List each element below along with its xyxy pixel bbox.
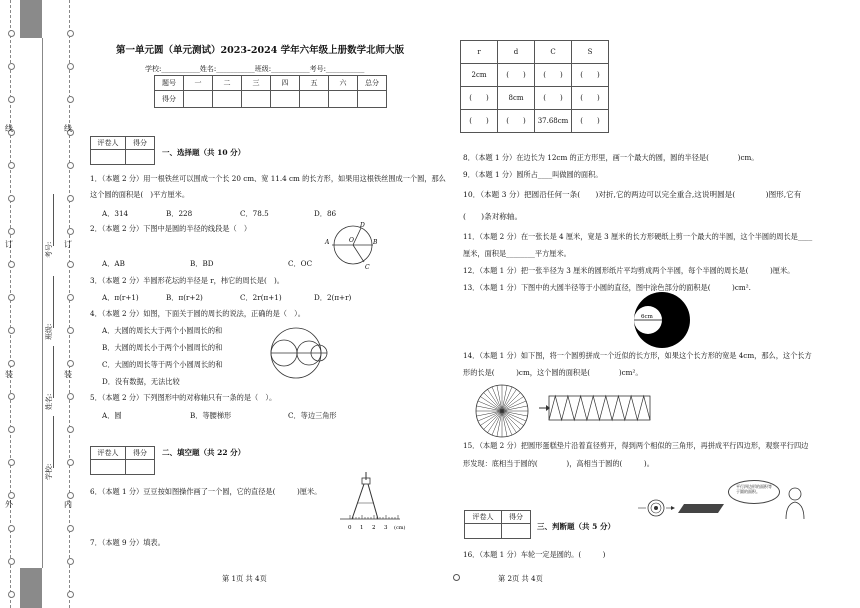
q12-stem: 12．（本题 1 分）把一张半径为 3 厘米的圆形纸片平均剪成两个半圆，每个半圆的周长是( )厘米。 xyxy=(463,266,795,275)
binding-hole-marker xyxy=(8,294,15,301)
q14-line2: 形的长是( )cm，这个圆的面积是( )cm²。 xyxy=(463,368,643,377)
binding-strip-word: 装 xyxy=(5,370,13,379)
fill-table-header: C xyxy=(535,41,572,64)
fill-table-cell: ( ) xyxy=(498,110,535,133)
binding-hole-marker xyxy=(67,30,74,37)
q11-line2: 厘米，面积是________平方厘米。 xyxy=(463,249,571,258)
binding-hole-marker xyxy=(67,525,74,532)
score-header-cell: 四 xyxy=(271,76,300,91)
grader-box-1 xyxy=(90,136,155,165)
binding-hole-marker xyxy=(8,459,15,466)
q3-option-a: A．π(r+1) xyxy=(102,293,139,302)
binding-field-line xyxy=(53,276,54,328)
score-row2-label: 得分 xyxy=(155,91,184,108)
binding-strip xyxy=(0,0,78,608)
q2-label-c: C xyxy=(365,264,370,271)
q14-sector-circle xyxy=(462,383,542,439)
binding-hole-marker xyxy=(8,30,15,37)
fill-table-cell: ( ) xyxy=(535,64,572,87)
q4-option-b: B．大圆的周长小于两个小圆周长的和 xyxy=(102,343,223,352)
page-title: 第一单元圆（单元测试）2023-2024 学年六年级上册数学北师大版 xyxy=(116,45,405,56)
binding-hole-marker xyxy=(67,162,74,169)
binding-hole-marker xyxy=(67,591,74,598)
q4-option-d: D．没有数据，无法比较 xyxy=(102,377,180,386)
grader-score: 得分 xyxy=(502,511,531,524)
fill-table-cell: 8cm xyxy=(498,87,535,110)
binding-strip-word: 外 xyxy=(5,500,13,509)
binding-hole-marker xyxy=(8,96,15,103)
q10-line2: ( )条对称轴。 xyxy=(463,212,523,221)
q4-option-c: C．大圆的周长等于两个小圆周长的和 xyxy=(102,360,223,369)
fill-table-cell: 2cm xyxy=(461,64,498,87)
q3-option-d: D．2(π+r) xyxy=(314,293,352,302)
page-center-circle xyxy=(453,574,460,581)
binding-hole-marker xyxy=(67,228,74,235)
sector-line xyxy=(502,411,520,429)
score-header-cell: 二 xyxy=(213,76,242,91)
binding-hole-marker xyxy=(8,63,15,70)
binding-hole-marker xyxy=(8,195,15,202)
q7-stem: 7．（本题 9 分）填表。 xyxy=(90,538,165,547)
footer-left: 第 1页 共 4页 xyxy=(222,574,267,583)
footer-right: 第 2页 共 4页 xyxy=(498,574,543,583)
binding-hole-marker xyxy=(8,228,15,235)
q14-zigzag-rectangle xyxy=(548,394,652,422)
grader-reviewer: 评卷人 xyxy=(91,137,126,150)
section-2-title: 二、填空题（共 22 分） xyxy=(162,448,246,457)
q2-label-o: O xyxy=(349,237,354,244)
binding-hole-marker xyxy=(67,327,74,334)
q5-option-b: B．等腰梯形 xyxy=(190,411,232,420)
q4-circles-figure xyxy=(268,325,330,381)
binding-strip-word: 线 xyxy=(64,124,72,133)
q2-option-c: C．OC xyxy=(288,259,313,268)
strip-solid-line xyxy=(42,38,43,568)
binding-hole-marker xyxy=(8,360,15,367)
binding-field-label: 学校: xyxy=(45,463,53,480)
binding-strip-word: 订 xyxy=(5,240,13,249)
sector-line xyxy=(484,393,502,411)
score-header-cell: 六 xyxy=(329,76,358,91)
score-header-cell: 题号 xyxy=(155,76,184,91)
q15-bubble-text: 平行四边形的面积等于圆的面积。 xyxy=(736,484,772,494)
binding-strip-word: 装 xyxy=(64,370,72,379)
binding-hole-marker xyxy=(8,492,15,499)
fill-table-cell: ( ) xyxy=(572,87,609,110)
section-3-title: 三、判断题（共 5 分） xyxy=(537,522,615,531)
fill-table-header: S xyxy=(572,41,609,64)
q16-stem: 16．（本题 1 分）车轮一定是圆的。( ) xyxy=(463,550,606,559)
strip-dashed-inner xyxy=(69,0,70,608)
fill-table-cell: ( ) xyxy=(535,87,572,110)
q10-line1: 10．（本题 3 分）把圆沿任何一条( )对折,它的两边可以完全重合,这说明圆是( )图形,它有 xyxy=(463,190,802,199)
q3-stem: 3．（本题 2 分）半圆形花坛的半径是 r，㭏它的周长是( )。 xyxy=(90,276,284,285)
q2-stem: 2．（本题 2 分）下图中是圆的半径的线段是（ ） xyxy=(90,224,252,233)
q15-line2: 形发现：底相当于圆的( )，高相当于圆的( )。 xyxy=(463,459,654,468)
binding-hole-marker xyxy=(8,426,15,433)
fill-table-cell: ( ) xyxy=(498,64,535,87)
binding-hole-marker xyxy=(67,96,74,103)
q1-line2: 这个圆的面积是( )平方厘米。 xyxy=(90,190,190,199)
score-header-cell: 三 xyxy=(242,76,271,91)
binding-hole-marker xyxy=(67,459,74,466)
q1-option-a: A．314 xyxy=(102,209,129,218)
binding-strip-word: 内 xyxy=(64,500,72,509)
grader-reviewer: 评卷人 xyxy=(465,511,502,524)
q15-person-icon xyxy=(782,486,808,520)
binding-hole-marker xyxy=(67,558,74,565)
q14-line1: 14．（本题 1 分）如下图，将一个圆剪拼成一个近似的长方形，如果这个长方形的宽是 4cm，那么，这个长方 xyxy=(463,351,812,360)
binding-hole-marker xyxy=(67,360,74,367)
fill-table-header: r xyxy=(461,41,498,64)
binding-field-line xyxy=(53,346,54,398)
q4-stem: 4．（本题 2 分）如图，下面关于圆的周长的说法，正确的是（ ）。 xyxy=(90,309,305,318)
ruler-1: 1 xyxy=(360,525,364,531)
q1-line1: 1．（本题 2 分）用一根铁丝可以围成一个长 20 cm、宽 11.4 cm 的长方形，如果用这根铁丝围成一个圆，那么 xyxy=(90,174,446,183)
q1-option-d: D．86 xyxy=(314,209,337,218)
info-line: 学校:___________姓名:___________班级:___________考号:___________ xyxy=(145,65,365,73)
binding-hole-marker xyxy=(8,261,15,268)
q13-circle-figure xyxy=(632,291,692,349)
ruler-2: 2 xyxy=(372,525,376,531)
q15-line1: 15．（本题 2 分）把圆形蛋糕垫片沿着直径剪开，得到两个相似的三角形，再拼成平行四边形，观察平行四边 xyxy=(463,441,809,450)
binding-hole-marker xyxy=(67,261,74,268)
ruler-unit: (cm) xyxy=(394,525,406,531)
sector-line xyxy=(502,393,520,411)
score-header-cell: 总分 xyxy=(358,76,387,91)
q5-option-c: C．等边三角形 xyxy=(288,411,337,420)
fill-table-cell: ( ) xyxy=(461,87,498,110)
score-header-cell: 五 xyxy=(300,76,329,91)
fill-table-header: d xyxy=(498,41,535,64)
binding-hole-marker xyxy=(67,492,74,499)
q6-stem: 6．（本题 1 分）豆豆按如图操作画了一个圆，它的直径是( )厘米。 xyxy=(90,487,322,496)
binding-hole-marker xyxy=(8,558,15,565)
fill-table-cell: ( ) xyxy=(572,64,609,87)
grader-box-2 xyxy=(90,446,155,475)
grader-box-3 xyxy=(464,510,531,539)
q6-compass-ruler-figure xyxy=(340,470,412,532)
q2-option-b: B．BD xyxy=(190,259,214,268)
binding-field-label: 姓名: xyxy=(45,393,53,410)
q3-option-b: B．π(r+2) xyxy=(166,293,203,302)
q7-fill-table xyxy=(460,40,609,133)
binding-hole-marker xyxy=(67,426,74,433)
q15-cake-figure xyxy=(636,496,726,520)
binding-hole-marker xyxy=(8,162,15,169)
q5-option-a: A．圆 xyxy=(102,411,122,420)
ruler-0: 0 xyxy=(348,525,352,531)
strip-bottom-block xyxy=(20,568,42,608)
fill-table-cell: ( ) xyxy=(572,110,609,133)
binding-field-label: 班级: xyxy=(45,323,53,340)
grader-reviewer: 评卷人 xyxy=(91,447,126,460)
binding-field-label: 考号: xyxy=(45,241,53,258)
score-header-cell: 一 xyxy=(184,76,213,91)
q2-label-b: B xyxy=(373,239,377,246)
q13-stem: 13．（本题 1 分）下图中的大圆半径等于小圆的直径，图中涂色部分的面积是( )cm². xyxy=(463,283,751,292)
binding-strip-word: 订 xyxy=(64,240,72,249)
sector-line xyxy=(484,411,502,429)
section-1-title: 一、选择题（共 10 分） xyxy=(162,148,246,157)
binding-hole-marker xyxy=(8,525,15,532)
fill-table-cell: ( ) xyxy=(461,110,498,133)
grader-score: 得分 xyxy=(126,447,155,460)
q5-stem: 5．（本题 2 分）下列图形中的对称轴只有一条的是（ ）。 xyxy=(90,393,277,402)
ruler-3: 3 xyxy=(384,525,388,531)
q1-option-b: B．228 xyxy=(166,209,193,218)
fill-table-cell: 37.68cm xyxy=(535,110,572,133)
strip-dashed-outer xyxy=(10,0,11,608)
binding-strip-word: 线 xyxy=(5,124,13,133)
strip-top-block xyxy=(20,0,42,38)
q9-stem: 9．（本题 1 分）圆所占____叫做圆的面积。 xyxy=(463,170,603,179)
q2-label-a: A xyxy=(325,239,330,246)
grader-score: 得分 xyxy=(126,137,155,150)
q13-figure-label: 6cm xyxy=(641,314,653,320)
binding-field-line xyxy=(53,194,54,246)
score-table xyxy=(154,75,387,108)
q8-stem: 8．（本题 1 分）在边长为 12cm 的正方形里，画一个最大的圆，圆的半径是( )cm。 xyxy=(463,153,759,162)
binding-hole-marker xyxy=(67,294,74,301)
q4-option-a: A．大圆的周长大于两个小圆周长的和 xyxy=(102,326,223,335)
binding-hole-marker xyxy=(8,327,15,334)
binding-hole-marker xyxy=(8,591,15,598)
binding-hole-marker xyxy=(67,393,74,400)
q1-option-c: C．78.5 xyxy=(240,209,269,218)
q11-line1: 11．（本题 2 分）在一张长是 4 厘米，宽是 3 厘米的长方形硬纸上剪一个最大的半圆，这个半圆的周长是____ xyxy=(463,232,813,241)
binding-hole-marker xyxy=(8,393,15,400)
binding-hole-marker xyxy=(67,63,74,70)
binding-field-line xyxy=(53,416,54,468)
q2-label-d: D xyxy=(360,222,365,229)
q2-option-a: A．AB xyxy=(102,259,125,268)
q3-option-c: C．2r(π+1) xyxy=(240,293,282,302)
q2-circle-figure xyxy=(323,220,377,272)
binding-hole-marker xyxy=(67,195,74,202)
